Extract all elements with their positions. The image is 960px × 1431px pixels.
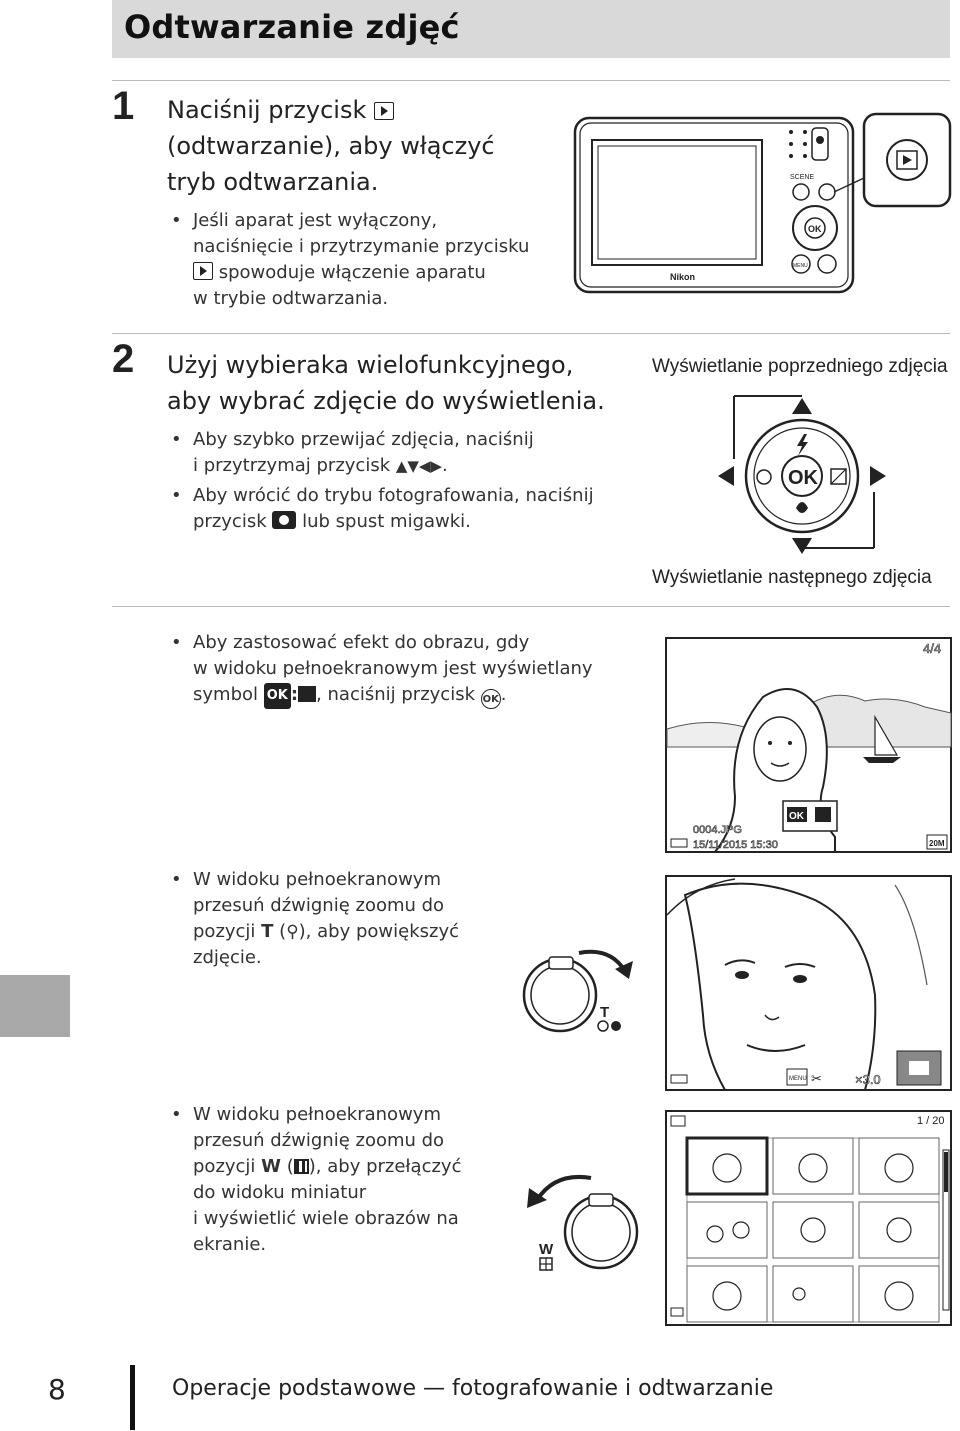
- zoom-in-bullets: [167, 867, 497, 971]
- image-size-text: 20M: [929, 839, 945, 848]
- zoom-in-icon: [598, 1021, 608, 1031]
- battery-icon: [671, 839, 687, 847]
- step-1-bullets: [167, 208, 567, 312]
- bullet-text: W widoku pełnoekranowym: [193, 869, 441, 890]
- ok-button-icon: OK: [481, 689, 501, 709]
- step-2-line2: aby wybrać zdjęcie do wyświetlenia.: [167, 387, 605, 415]
- bullet-text: w widoku pełnoekranowym jest wyświetlany: [193, 658, 593, 679]
- bullet-text: przesuń dźwignię zoomu do: [193, 895, 445, 916]
- brand-logo: Nikon: [670, 272, 696, 282]
- list-item: [167, 208, 567, 312]
- step-2-heading: [167, 347, 647, 419]
- zoom-lever-wide-illustration: [515, 1160, 655, 1280]
- bullet-text: lub spust migawki.: [302, 511, 471, 532]
- bullet-text: ), aby przełączyć: [308, 1156, 462, 1177]
- file-name: 0004.JPG: [693, 824, 742, 836]
- list-item: [167, 1102, 497, 1258]
- list-item: [167, 867, 497, 971]
- thumbnail-selected[interactable]: [687, 1138, 767, 1194]
- step-1-number: 1: [112, 84, 135, 128]
- fullscreen-playback-screen: [665, 637, 952, 853]
- scene-label: SCENE: [790, 174, 815, 181]
- zoom-lever-tele-illustration: [515, 935, 655, 1045]
- divider: [112, 80, 950, 81]
- bullet-text: zdjęcie.: [193, 947, 262, 968]
- play-button-icon: [193, 262, 213, 280]
- thumbnail[interactable]: [773, 1202, 853, 1258]
- bullet-text: pozycji: [193, 921, 262, 942]
- camera-back-illustration: [572, 108, 954, 294]
- bullet-text: symbol: [193, 684, 259, 705]
- ok-badge-text: OK: [789, 811, 804, 822]
- bullet-text: przycisk: [193, 511, 267, 532]
- bullet-text: (: [281, 1156, 294, 1177]
- step-1-line2: (odtwarzanie), aby włączyć: [167, 132, 495, 160]
- thumbnail[interactable]: [773, 1266, 853, 1322]
- arrow-keys-icon: ▲▼◀▶: [395, 457, 442, 475]
- step-2-line1: Użyj wybieraka wielofunkcyjnego,: [167, 351, 574, 379]
- effects-bullets: [167, 630, 647, 709]
- thumbnail[interactable]: [859, 1266, 939, 1322]
- right-arrow-icon: [870, 466, 886, 486]
- multi-selector-illustration: [712, 384, 892, 560]
- bullet-text: do widoku miniatur: [193, 1182, 367, 1203]
- bullet-text: .: [500, 684, 507, 705]
- left-arrow-icon: [718, 466, 734, 486]
- thumbnail-grid: [687, 1138, 939, 1322]
- ok-label: OK: [788, 467, 818, 489]
- thumbnail[interactable]: [859, 1138, 939, 1194]
- image-counter: 1 / 20: [917, 1115, 945, 1127]
- camera-icon: [272, 511, 296, 529]
- footer-divider: [130, 1365, 135, 1430]
- bullet-text: przesuń dźwignię zoomu do: [193, 1130, 445, 1151]
- title-bar: [112, 0, 950, 58]
- page-title: Odtwarzanie zdjęć: [124, 8, 460, 46]
- bullet-text: Aby szybko przewijać zdjęcia, naciśnij: [193, 429, 534, 450]
- bullet-text: , naciśnij przycisk: [316, 684, 475, 705]
- bullet-text: ekranie.: [193, 1234, 267, 1255]
- thumbnail[interactable]: [687, 1266, 767, 1322]
- step-1-line1: Naciśnij przycisk: [167, 96, 367, 124]
- wide-letter: W: [261, 1156, 282, 1177]
- bullet-text: (: [273, 921, 287, 942]
- bullet-text: .: [442, 455, 448, 476]
- list-item: • Aby zastosować efekt do obrazu, gdy w widoku pełnoekranowym jest wyświetlany symbol OK : , naciśnij przycisk OK .: [167, 630, 647, 709]
- zoom-in-icon: ⚲: [286, 922, 299, 942]
- tele-letter: T: [261, 921, 274, 942]
- list-item: [167, 427, 627, 479]
- bullet-text: W widoku pełnoekranowym: [193, 1104, 441, 1125]
- footer-section-title: Operacje podstawowe — fotografowanie i odtwarzanie: [172, 1376, 774, 1401]
- bullet-text: pozycji: [193, 1156, 262, 1177]
- protect-icon: [671, 1116, 685, 1126]
- divider: [112, 333, 950, 334]
- bullet-text: ), aby powiększyć: [298, 921, 459, 942]
- wide-label: W: [539, 1241, 554, 1258]
- image-counter: 4/4: [923, 641, 942, 656]
- bullet-text: Jeśli aparat jest wyłączony,: [193, 210, 438, 231]
- play-button-icon: [374, 102, 394, 120]
- chapter-tab: [0, 975, 70, 1037]
- step-1-heading: [167, 92, 587, 200]
- thumbnail[interactable]: [773, 1138, 853, 1194]
- bullet-text: i przytrzymaj przycisk: [193, 455, 396, 476]
- up-arrow-icon: [792, 398, 812, 414]
- battery-icon: [671, 1075, 687, 1083]
- zoomed-playback-screen: [665, 875, 952, 1091]
- down-arrow-icon: [792, 538, 812, 554]
- page-number: 8: [48, 1373, 66, 1406]
- bullet-text: Aby zastosować efekt do obrazu, gdy: [193, 632, 530, 653]
- bullet-text: naciśnięcie i przytrzymanie przycisku: [193, 236, 530, 257]
- step-2-number: 2: [112, 337, 135, 381]
- effects-icon: [298, 686, 316, 702]
- zoom-ratio: ×3.0: [855, 1072, 881, 1087]
- thumbnail-playback-screen: [665, 1110, 952, 1326]
- zoom-out-bullets: [167, 1102, 497, 1258]
- previous-image-label: Wyświetlanie poprzedniego zdjęcia: [652, 356, 948, 377]
- date-time: 15/11/2015 15:30: [693, 839, 778, 851]
- menu-label: MENU: [789, 1076, 807, 1082]
- thumbnail-icon: [294, 1159, 309, 1174]
- ok-effects-icon: OK: [264, 683, 291, 709]
- tele-label: T: [600, 1004, 610, 1021]
- thumbnail[interactable]: [859, 1202, 939, 1258]
- step-2-bullets: [167, 427, 627, 535]
- divider: [112, 606, 950, 607]
- bullet-text: spowoduje włączenie aparatu: [218, 262, 486, 283]
- step-1-line3: tryb odtwarzania.: [167, 168, 379, 196]
- ok-label: OK: [808, 224, 822, 234]
- thumbnail[interactable]: [687, 1202, 767, 1258]
- list-item: [167, 483, 627, 535]
- crop-icon: ✂: [811, 1072, 822, 1087]
- bullet-text: w trybie odtwarzania.: [193, 288, 389, 309]
- next-image-label: Wyświetlanie następnego zdjęcia: [652, 567, 932, 588]
- bullet-text: i wyświetlić wiele obrazów na: [193, 1208, 459, 1229]
- battery-icon: [671, 1308, 683, 1316]
- bullet-text: Aby wrócić do trybu fotografowania, naciśnij: [193, 485, 594, 506]
- menu-label: MENU: [793, 263, 808, 269]
- rotation-arrow-icon: [537, 1177, 591, 1200]
